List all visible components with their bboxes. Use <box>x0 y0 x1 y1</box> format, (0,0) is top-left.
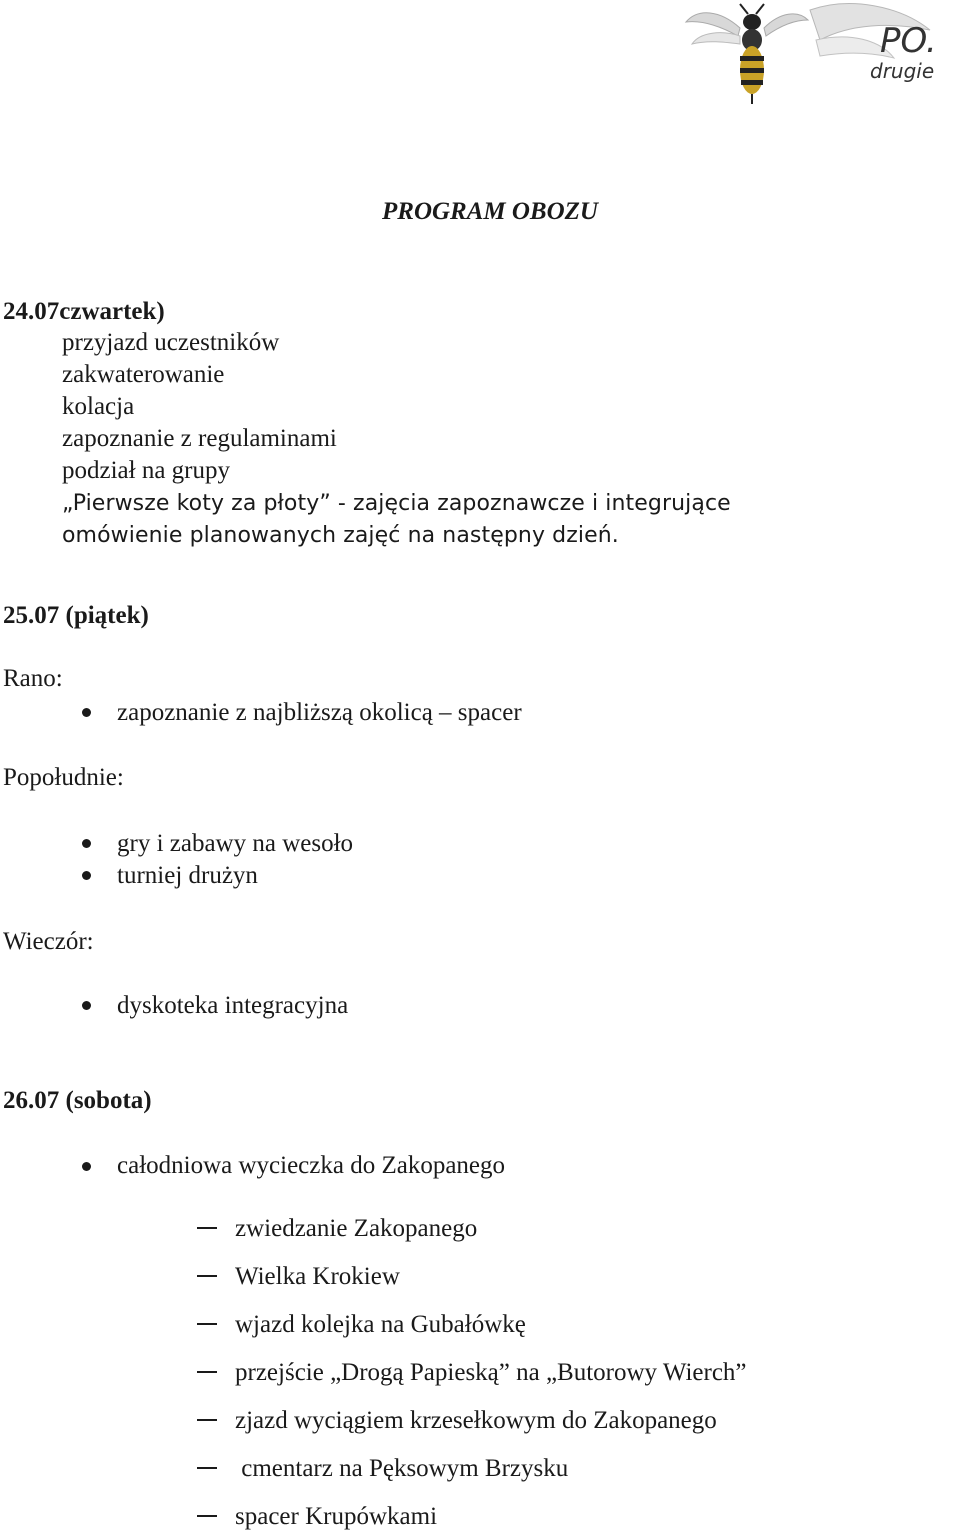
day-heading: 25.07 (piątek) <box>3 602 149 629</box>
dash-icon <box>197 1515 217 1517</box>
list-item: omówienie planowanych zajęć na następny dzień. <box>62 523 619 548</box>
list-item: podział na grupy <box>62 457 231 484</box>
sub-list-item: spacer Krupówkami <box>235 1503 438 1530</box>
list-item: zakwaterowanie <box>62 361 225 388</box>
logo-text: PO. <box>880 21 937 61</box>
list-item: zapoznanie z regulaminami <box>62 425 337 452</box>
list-item: kolacja <box>62 393 135 420</box>
dash-icon <box>197 1275 217 1277</box>
sub-list-item: przejście „Drogą Papieską” na „Butorowy Wierch” <box>235 1359 747 1386</box>
bullet-icon <box>82 871 91 880</box>
bullet-icon <box>82 708 91 717</box>
list-item: gry i zabawy na wesoło <box>117 830 354 857</box>
dash-icon <box>197 1371 217 1373</box>
svg-text:drugie: drugie <box>870 59 935 83</box>
list-item: „Pierwsze koty za płoty” - zajęcia zapoznawcze i integrujące <box>62 491 731 516</box>
section-label: Rano: <box>3 665 63 692</box>
sub-list-item: cmentarz na Pęksowym Brzysku <box>235 1455 569 1482</box>
list-item: dyskoteka integracyjna <box>117 992 349 1019</box>
sub-list-item: zjazd wyciągiem krzesełkowym do Zakopanego <box>235 1407 717 1434</box>
day-heading: 26.07 (sobota) <box>3 1087 152 1114</box>
dash-icon <box>197 1227 217 1229</box>
sub-list-item: wjazd kolejka na Gubałówkę <box>235 1311 526 1338</box>
list-item: zapoznanie z najbliższą okolicą – spacer <box>117 699 522 726</box>
list-item: turniej drużyn <box>117 862 258 889</box>
section-label: Wieczór: <box>3 928 94 955</box>
day-heading: 24.07czwartek) <box>3 298 165 325</box>
dash-icon <box>197 1323 217 1325</box>
bullet-icon <box>82 839 91 848</box>
sub-list-item: Wielka Krokiew <box>235 1263 400 1290</box>
dash-icon <box>197 1419 217 1421</box>
list-item: całodniowa wycieczka do Zakopanego <box>117 1152 506 1179</box>
dash-icon <box>197 1467 217 1469</box>
list-item: przyjazd uczestników <box>62 329 280 356</box>
bullet-icon <box>82 1162 91 1171</box>
sub-list-item: zwiedzanie Zakopanego <box>235 1215 478 1242</box>
bullet-icon <box>82 1001 91 1010</box>
logo-image <box>680 0 960 110</box>
page-title: PROGRAM OBOZU <box>382 198 598 225</box>
section-label: Popołudnie: <box>3 764 124 791</box>
